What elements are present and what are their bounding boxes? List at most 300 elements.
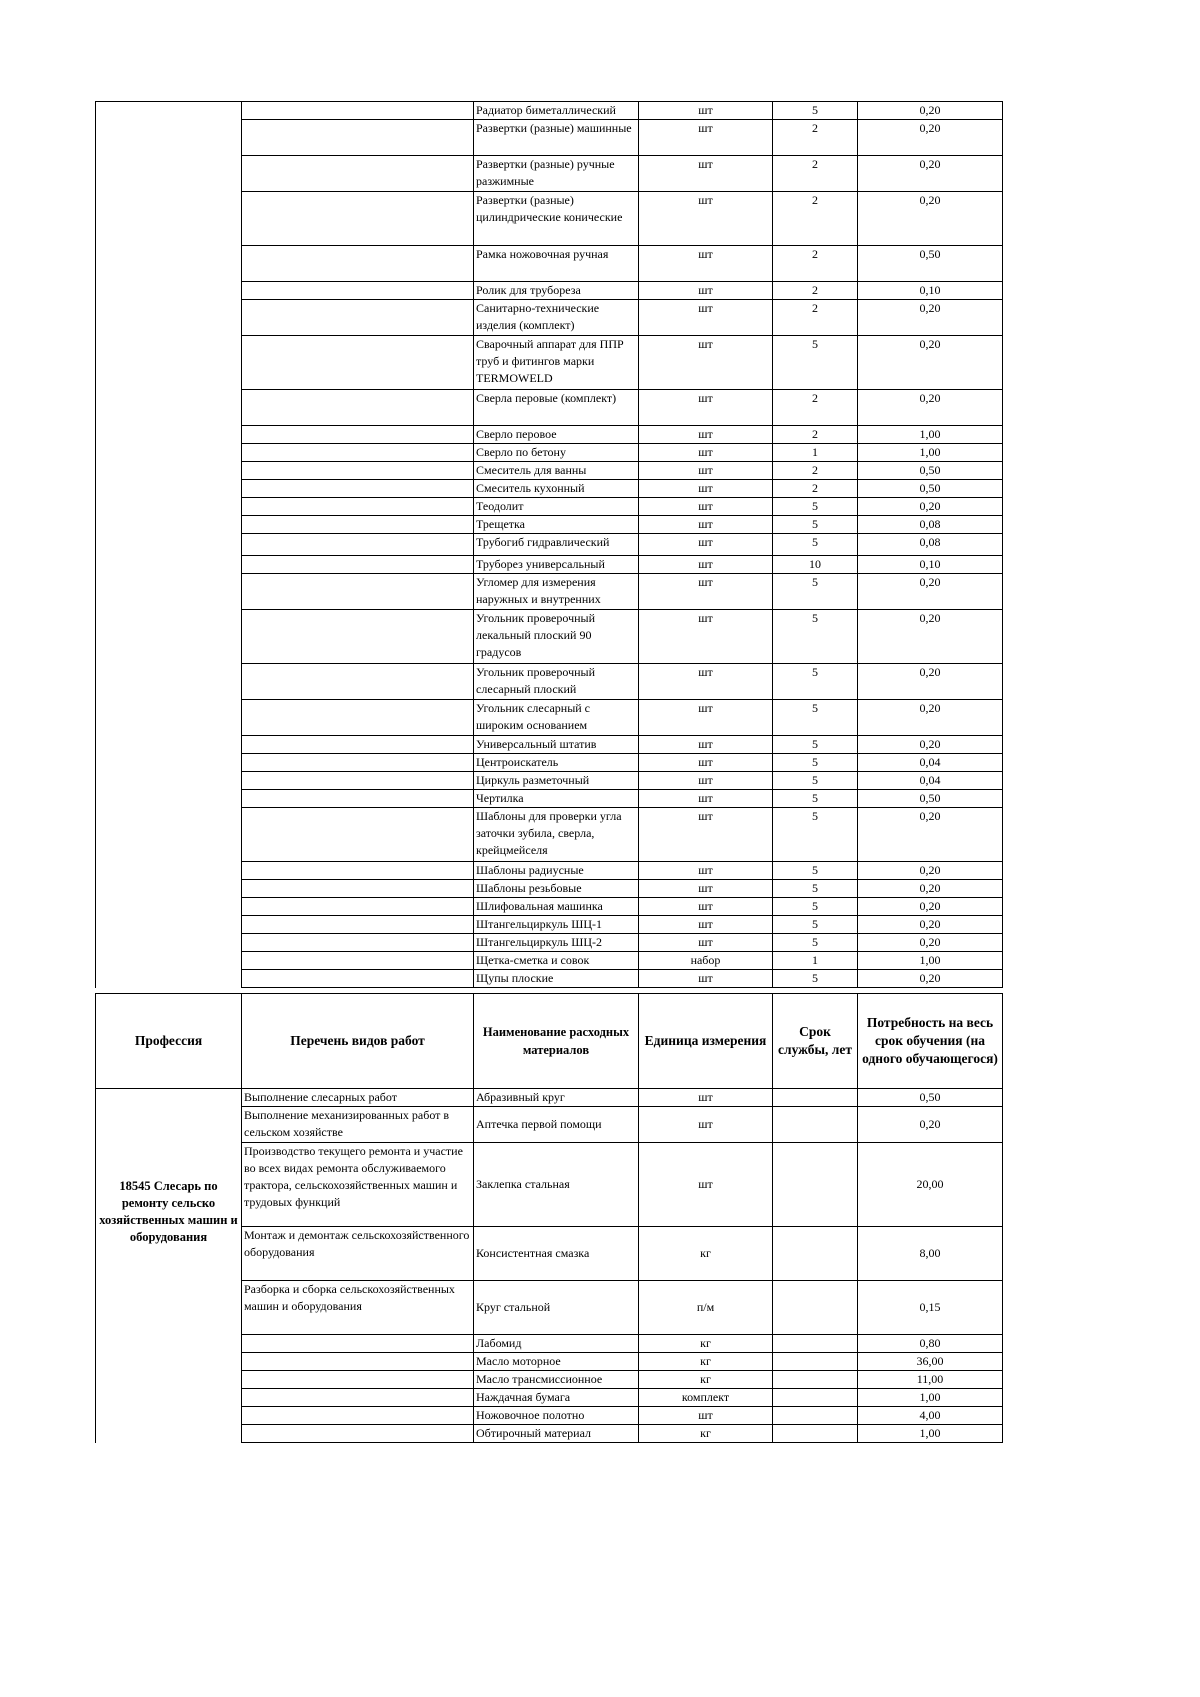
profession-cell xyxy=(96,880,242,898)
tool-need: 0,50 xyxy=(858,480,1003,498)
tool-name: Ролик для трубореза xyxy=(474,282,639,300)
table-row xyxy=(96,534,1003,556)
works-cell xyxy=(242,952,474,970)
tool-life: 2 xyxy=(773,462,858,480)
profession-cell xyxy=(96,1353,242,1371)
tool-life: 2 xyxy=(773,300,858,336)
table-row xyxy=(96,880,1003,898)
tool-life: 2 xyxy=(773,192,858,246)
works-cell xyxy=(242,556,474,574)
tool-life: 5 xyxy=(773,336,858,390)
tool-unit: шт xyxy=(639,498,773,516)
table-row xyxy=(96,498,1003,516)
tool-need: 0,20 xyxy=(858,970,1003,988)
works-cell xyxy=(242,808,474,862)
material-unit: кг xyxy=(639,1353,773,1371)
material-need: 1,00 xyxy=(858,1389,1003,1407)
profession-cell xyxy=(96,156,242,192)
tool-need: 0,20 xyxy=(858,156,1003,192)
tool-unit: шт xyxy=(639,556,773,574)
work-type: Производство текущего ремонта и участие во всех видах ремонта обслуживаемого трактора, сельскохозяйственных машин и трудовых функций xyxy=(242,1143,474,1227)
tool-unit: шт xyxy=(639,862,773,880)
profession-cell xyxy=(96,480,242,498)
tool-name: Угольник проверочный лекальный плоский 90 градусов xyxy=(474,610,639,664)
profession-cell xyxy=(96,390,242,426)
works-cell xyxy=(242,498,474,516)
works-cell xyxy=(242,664,474,700)
table-row xyxy=(96,1371,1003,1389)
tool-name: Циркуль разметочный xyxy=(474,772,639,790)
profession-cell xyxy=(96,426,242,444)
tool-name: Развертки (разные) ручные разжимные xyxy=(474,156,639,192)
tool-unit: шт xyxy=(639,156,773,192)
table-row xyxy=(96,754,1003,772)
tool-life: 5 xyxy=(773,772,858,790)
tool-need: 0,20 xyxy=(858,390,1003,426)
tool-unit: шт xyxy=(639,808,773,862)
work-type xyxy=(242,1407,474,1425)
table-row xyxy=(96,516,1003,534)
works-cell xyxy=(242,192,474,246)
profession-cell xyxy=(96,700,242,736)
tool-life: 10 xyxy=(773,556,858,574)
profession-cell xyxy=(96,952,242,970)
tool-life: 5 xyxy=(773,862,858,880)
material-life xyxy=(773,1353,858,1371)
table-row xyxy=(96,192,1003,246)
material-need: 4,00 xyxy=(858,1407,1003,1425)
material-unit: кг xyxy=(639,1227,773,1281)
profession-cell xyxy=(96,300,242,336)
tool-need: 1,00 xyxy=(858,952,1003,970)
table-row xyxy=(96,390,1003,426)
material-need: 0,80 xyxy=(858,1335,1003,1353)
works-cell xyxy=(242,102,474,120)
tool-name: Шаблоны для проверки угла заточки зубила, сверла, крейцмейселя xyxy=(474,808,639,862)
table-row xyxy=(96,426,1003,444)
material-life xyxy=(773,1143,858,1227)
table-row xyxy=(96,664,1003,700)
works-cell xyxy=(242,772,474,790)
tool-need: 0,20 xyxy=(858,880,1003,898)
tool-name: Штангельциркуль ШЦ-2 xyxy=(474,934,639,952)
table-row xyxy=(96,102,1003,120)
works-cell xyxy=(242,480,474,498)
tool-unit: шт xyxy=(639,534,773,556)
work-type: Монтаж и демонтаж сельскохозяйственного оборудования xyxy=(242,1227,474,1281)
tool-need: 0,08 xyxy=(858,516,1003,534)
tool-life: 5 xyxy=(773,736,858,754)
material-unit: кг xyxy=(639,1335,773,1353)
tool-name: Развертки (разные) машинные xyxy=(474,120,639,156)
table-row xyxy=(96,790,1003,808)
table-row xyxy=(96,120,1003,156)
tool-need: 0,20 xyxy=(858,300,1003,336)
profession-cell xyxy=(96,736,242,754)
tool-need: 1,00 xyxy=(858,426,1003,444)
table-row xyxy=(96,246,1003,282)
tool-name: Рамка ножовочная ручная xyxy=(474,246,639,282)
table-row xyxy=(96,444,1003,462)
tool-name: Сверло по бетону xyxy=(474,444,639,462)
profession-cell xyxy=(96,916,242,934)
material-need: 11,00 xyxy=(858,1371,1003,1389)
tool-need: 0,20 xyxy=(858,498,1003,516)
tool-life: 2 xyxy=(773,282,858,300)
table-row xyxy=(96,1407,1003,1425)
material-life xyxy=(773,1227,858,1281)
table-row xyxy=(96,336,1003,390)
table-row xyxy=(96,700,1003,736)
material-name: Обтирочный материал xyxy=(474,1425,639,1443)
material-name: Масло моторное xyxy=(474,1353,639,1371)
tool-need: 0,20 xyxy=(858,102,1003,120)
tool-need: 0,20 xyxy=(858,664,1003,700)
tool-name: Шлифовальная машинка xyxy=(474,898,639,916)
tool-name: Универсальный штатив xyxy=(474,736,639,754)
work-type: Разборка и сборка сельскохозяйственных машин и оборудования xyxy=(242,1281,474,1335)
profession-cell xyxy=(96,610,242,664)
works-cell xyxy=(242,534,474,556)
tool-name: Сверла перовые (комплект) xyxy=(474,390,639,426)
tool-need: 0,20 xyxy=(858,808,1003,862)
tool-life: 1 xyxy=(773,952,858,970)
tool-unit: шт xyxy=(639,772,773,790)
tool-unit: шт xyxy=(639,192,773,246)
tool-name: Щупы плоские xyxy=(474,970,639,988)
material-name: Аптечка первой помощи xyxy=(474,1107,639,1143)
material-life xyxy=(773,1335,858,1353)
material-name: Наждачная бумага xyxy=(474,1389,639,1407)
table-row xyxy=(96,862,1003,880)
table-row xyxy=(96,970,1003,988)
tool-life: 5 xyxy=(773,610,858,664)
tool-life: 1 xyxy=(773,444,858,462)
material-life xyxy=(773,1107,858,1143)
tool-life: 5 xyxy=(773,754,858,772)
tool-need: 0,10 xyxy=(858,556,1003,574)
tool-name: Штангельциркуль ШЦ-1 xyxy=(474,916,639,934)
works-cell xyxy=(242,970,474,988)
tool-life: 2 xyxy=(773,246,858,282)
material-unit: шт xyxy=(639,1089,773,1107)
profession-cell xyxy=(96,1389,242,1407)
material-need: 1,00 xyxy=(858,1425,1003,1443)
tool-need: 0,08 xyxy=(858,534,1003,556)
tool-unit: шт xyxy=(639,102,773,120)
works-cell xyxy=(242,736,474,754)
material-life xyxy=(773,1407,858,1425)
material-name: Заклепка стальная xyxy=(474,1143,639,1227)
table-row xyxy=(96,952,1003,970)
table-row xyxy=(96,1089,1003,1107)
works-cell xyxy=(242,444,474,462)
work-type xyxy=(242,1335,474,1353)
tool-life: 5 xyxy=(773,498,858,516)
tool-need: 0,20 xyxy=(858,610,1003,664)
tools-table xyxy=(95,101,1003,988)
header-unit: Единица измерения xyxy=(639,994,773,1089)
works-cell xyxy=(242,574,474,610)
tool-name: Санитарно-технические изделия (комплект) xyxy=(474,300,639,336)
material-name: Круг стальной xyxy=(474,1281,639,1335)
tool-need: 0,20 xyxy=(858,336,1003,390)
table-row xyxy=(96,610,1003,664)
profession-cell xyxy=(96,102,242,120)
table-row xyxy=(96,556,1003,574)
tool-need: 0,50 xyxy=(858,790,1003,808)
work-type xyxy=(242,1353,474,1371)
table-row xyxy=(96,772,1003,790)
work-type xyxy=(242,1389,474,1407)
table-row xyxy=(96,736,1003,754)
tool-name: Труборез универсальный xyxy=(474,556,639,574)
tool-life: 5 xyxy=(773,808,858,862)
tool-unit: шт xyxy=(639,120,773,156)
tool-name: Чертилка xyxy=(474,790,639,808)
works-cell xyxy=(242,120,474,156)
table-row xyxy=(96,156,1003,192)
tool-unit: шт xyxy=(639,790,773,808)
header-need: Потребность на весь срок обучения (на одного обучающегося) xyxy=(858,994,1003,1089)
material-life xyxy=(773,1281,858,1335)
tool-need: 0,20 xyxy=(858,862,1003,880)
profession-cell xyxy=(96,192,242,246)
works-cell xyxy=(242,898,474,916)
material-life xyxy=(773,1425,858,1443)
tool-name: Центроискатель xyxy=(474,754,639,772)
profession-cell xyxy=(96,754,242,772)
works-cell xyxy=(242,156,474,192)
profession-cell xyxy=(96,462,242,480)
tool-unit: шт xyxy=(639,516,773,534)
tool-need: 0,04 xyxy=(858,754,1003,772)
tool-unit: шт xyxy=(639,754,773,772)
tool-need: 0,50 xyxy=(858,246,1003,282)
profession-cell xyxy=(96,120,242,156)
tool-unit: шт xyxy=(639,426,773,444)
material-need: 20,00 xyxy=(858,1143,1003,1227)
table-row xyxy=(96,1389,1003,1407)
tool-need: 0,20 xyxy=(858,898,1003,916)
material-unit: кг xyxy=(639,1371,773,1389)
material-name: Масло трансмиссионное xyxy=(474,1371,639,1389)
profession-cell xyxy=(96,808,242,862)
profession-cell xyxy=(96,970,242,988)
tool-unit: шт xyxy=(639,390,773,426)
material-unit: шт xyxy=(639,1107,773,1143)
tool-unit: шт xyxy=(639,462,773,480)
material-need: 0,50 xyxy=(858,1089,1003,1107)
tool-unit: шт xyxy=(639,610,773,664)
tool-unit: шт xyxy=(639,480,773,498)
works-cell xyxy=(242,246,474,282)
tool-name: Шаблоны резьбовые xyxy=(474,880,639,898)
tool-life: 5 xyxy=(773,574,858,610)
profession-cell xyxy=(96,444,242,462)
header-life: Срок службы, лет xyxy=(773,994,858,1089)
material-name: Ножовочное полотно xyxy=(474,1407,639,1425)
tool-need: 0,20 xyxy=(858,574,1003,610)
tool-need: 1,00 xyxy=(858,444,1003,462)
works-cell xyxy=(242,300,474,336)
tool-name: Сварочный аппарат для ППР труб и фитингов марки TERMOWELD xyxy=(474,336,639,390)
profession-cell xyxy=(96,282,242,300)
tool-life: 5 xyxy=(773,880,858,898)
header-profession: Профессия xyxy=(96,994,242,1089)
tool-life: 5 xyxy=(773,664,858,700)
table-row xyxy=(96,808,1003,862)
table-row xyxy=(96,898,1003,916)
tool-name: Угломер для измерения наружных и внутренних xyxy=(474,574,639,610)
tool-life: 5 xyxy=(773,898,858,916)
tool-life: 5 xyxy=(773,790,858,808)
table-row xyxy=(96,934,1003,952)
materials-table xyxy=(95,993,1003,1443)
table-row xyxy=(96,480,1003,498)
tool-name: Радиатор биметаллический xyxy=(474,102,639,120)
profession-cell xyxy=(96,898,242,916)
works-cell xyxy=(242,862,474,880)
tool-need: 0,10 xyxy=(858,282,1003,300)
tool-need: 0,20 xyxy=(858,192,1003,246)
material-life xyxy=(773,1089,858,1107)
tool-name: Щетка-сметка и совок xyxy=(474,952,639,970)
profession-cell xyxy=(96,772,242,790)
work-type xyxy=(242,1425,474,1443)
works-cell xyxy=(242,336,474,390)
tool-life: 2 xyxy=(773,480,858,498)
profession-cell xyxy=(96,246,242,282)
tool-unit: шт xyxy=(639,898,773,916)
tool-unit: шт xyxy=(639,880,773,898)
table-row xyxy=(96,1425,1003,1443)
profession-cell xyxy=(96,790,242,808)
tool-unit: шт xyxy=(639,916,773,934)
work-type: Выполнение механизированных работ в сельском хозяйстве xyxy=(242,1107,474,1143)
material-need: 8,00 xyxy=(858,1227,1003,1281)
material-need: 36,00 xyxy=(858,1353,1003,1371)
header-row xyxy=(96,994,1003,1089)
profession-cell xyxy=(96,1335,242,1353)
works-cell xyxy=(242,880,474,898)
works-cell xyxy=(242,700,474,736)
material-life xyxy=(773,1389,858,1407)
tool-unit: набор xyxy=(639,952,773,970)
material-need: 0,15 xyxy=(858,1281,1003,1335)
profession-cell xyxy=(96,336,242,390)
tool-name: Угольник слесарный с широким основанием xyxy=(474,700,639,736)
profession-cell xyxy=(96,534,242,556)
tool-life: 5 xyxy=(773,534,858,556)
tool-need: 0,20 xyxy=(858,120,1003,156)
tool-name: Смеситель для ванны xyxy=(474,462,639,480)
profession-cell xyxy=(96,1407,242,1425)
material-name: Абразивный круг xyxy=(474,1089,639,1107)
table-row xyxy=(96,916,1003,934)
profession-cell xyxy=(96,1371,242,1389)
tool-unit: шт xyxy=(639,934,773,952)
material-unit: п/м xyxy=(639,1281,773,1335)
material-unit: комплект xyxy=(639,1389,773,1407)
tool-need: 0,04 xyxy=(858,772,1003,790)
material-name: Лабомид xyxy=(474,1335,639,1353)
tool-name: Развертки (разные) цилиндрические конические xyxy=(474,192,639,246)
tool-unit: шт xyxy=(639,700,773,736)
material-unit: кг xyxy=(639,1425,773,1443)
tool-name: Теодолит xyxy=(474,498,639,516)
table-row xyxy=(96,282,1003,300)
tool-life: 5 xyxy=(773,700,858,736)
profession-cell xyxy=(96,862,242,880)
tool-unit: шт xyxy=(639,574,773,610)
tool-life: 2 xyxy=(773,156,858,192)
work-type: Выполнение слесарных работ xyxy=(242,1089,474,1107)
material-life xyxy=(773,1371,858,1389)
works-cell xyxy=(242,462,474,480)
works-cell xyxy=(242,390,474,426)
profession-cell xyxy=(96,574,242,610)
tool-life: 5 xyxy=(773,934,858,952)
profession-cell xyxy=(96,934,242,952)
works-cell xyxy=(242,754,474,772)
table-row xyxy=(96,300,1003,336)
tool-life: 2 xyxy=(773,426,858,444)
tool-unit: шт xyxy=(639,736,773,754)
tool-life: 5 xyxy=(773,516,858,534)
tool-unit: шт xyxy=(639,300,773,336)
table-row xyxy=(96,462,1003,480)
tool-life: 2 xyxy=(773,120,858,156)
work-type xyxy=(242,1371,474,1389)
header-works: Перечень видов работ xyxy=(242,994,474,1089)
tool-unit: шт xyxy=(639,970,773,988)
tool-unit: шт xyxy=(639,246,773,282)
tool-unit: шт xyxy=(639,444,773,462)
tool-unit: шт xyxy=(639,282,773,300)
material-name: Консистентная смазка xyxy=(474,1227,639,1281)
works-cell xyxy=(242,934,474,952)
tool-life: 5 xyxy=(773,970,858,988)
tool-unit: шт xyxy=(639,664,773,700)
table-row xyxy=(96,574,1003,610)
tool-need: 0,20 xyxy=(858,736,1003,754)
works-cell xyxy=(242,916,474,934)
table-row xyxy=(96,1335,1003,1353)
profession-cell xyxy=(96,1425,242,1443)
profession-cell xyxy=(96,664,242,700)
material-unit: шт xyxy=(639,1143,773,1227)
tool-name: Угольник проверочный слесарный плоский xyxy=(474,664,639,700)
tool-name: Смеситель кухонный xyxy=(474,480,639,498)
tool-need: 0,20 xyxy=(858,916,1003,934)
profession-cell xyxy=(96,498,242,516)
works-cell xyxy=(242,426,474,444)
tool-name: Шаблоны радиусные xyxy=(474,862,639,880)
works-cell xyxy=(242,282,474,300)
header-material: Наименование расходных материалов xyxy=(474,994,639,1089)
tool-name: Трубогиб гидравлический xyxy=(474,534,639,556)
tool-life: 5 xyxy=(773,916,858,934)
tool-life: 2 xyxy=(773,390,858,426)
profession-cell xyxy=(96,516,242,534)
tool-need: 0,20 xyxy=(858,934,1003,952)
tool-name: Трещетка xyxy=(474,516,639,534)
tool-need: 0,20 xyxy=(858,700,1003,736)
material-unit: шт xyxy=(639,1407,773,1425)
tool-name: Сверло перовое xyxy=(474,426,639,444)
profession-cell xyxy=(96,556,242,574)
